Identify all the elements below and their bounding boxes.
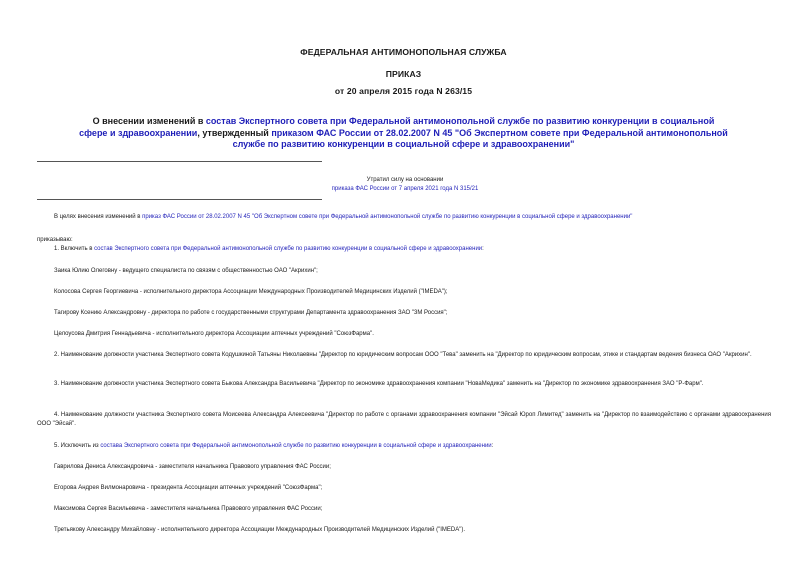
item-1-text: 1. Включить в — [54, 246, 95, 252]
title-link-order-45[interactable]: приказом ФАС России от 28.02.2007 N 45 "Об Экспертном совете при Федеральной антимонопольной службе по развитию конкуренции в социальной сфере и здравоохранении" — [232, 127, 728, 149]
item-1-person: Колосова Сергея Георгиевича - исполнительного директора Ассоциации Международных Производителей Медицинских Изделий ("IMEDA"); — [54, 289, 448, 295]
item-1-person: Тагирову Ксению Александровну - директора по работе с государственными структурами Департамента здравоохранения ЗАО "3М Россия"; — [54, 310, 448, 316]
status-link-order-315[interactable]: приказа ФАС России от 7 апреля 2021 года N 315/21 — [331, 186, 479, 192]
item-5-person: Максимова Сергея Васильевича - заместителя начальника Правового управления ФАС России; — [54, 506, 323, 512]
item-3: 3. Наименование должности участника Экспертного совета Быкова Александра Васильевича "Директор по экономике здравоохранения компании "НоваМедика" заменить на "Директор по экономике здравоохранения ЗАО "Р-Фарм". — [54, 381, 704, 387]
doc-type-heading: ПРИКАЗ — [385, 69, 422, 79]
item-1 — [54, 245, 484, 254]
agency-heading: ФЕДЕРАЛЬНАЯ АНТИМОНОПОЛЬНАЯ СЛУЖБА — [300, 47, 507, 57]
item-2: 2. Наименование должности участника Экспертного совета Кодушкиной Татьяны Николаевны "Директор по юридическим вопросам ООО "Тева" заменить на "Директор по юридическим вопросам, этике и стандартам ведения бизнеса ОАО "Акрихин". — [54, 352, 752, 358]
preamble-text: В целях внесения изменений в — [54, 214, 143, 220]
item-1-tail: : — [482, 246, 484, 252]
item-1-person: Целоусова Дмитрия Геннадьевича - исполнительного директора Ассоциации аптечных учреждений "СоюзФарма". — [54, 331, 374, 337]
order-word: приказываю: — [37, 237, 73, 243]
item-5-person: Егорова Андрея Вилмонаровича - президента Ассоциации аптечных учреждений "СоюзФарма"; — [54, 485, 323, 491]
item-5-link-council[interactable]: состава Экспертного совета при Федеральной антимонопольной службе по развитию конкуренции в социальной сфере и здравоохранении — [100, 443, 492, 449]
item-5-person: Третьякову Александру Михайловну - исполнительного директора Ассоциации Международных Производителей Медицинских Изделий ("IMEDA"). — [54, 527, 466, 533]
divider-top — [37, 161, 322, 162]
item-5-tail: : — [491, 443, 494, 449]
title-text-1: О внесении изменений в — [92, 116, 206, 126]
preamble — [54, 213, 632, 222]
item-5-text: 5. Исключить из — [54, 443, 101, 449]
preamble-link-order-45[interactable]: приказ ФАС России от 28.02.2007 N 45 "Об Экспертном совете при Федеральной антимонопольной службе по развитию конкуренции в социальной сфере и здравоохранении" — [142, 214, 633, 220]
status-text: Утратил силу на основании — [366, 177, 444, 183]
status-note — [300, 176, 510, 194]
item-1-link-council[interactable]: состав Экспертного совета при Федеральной антимонопольной службе по развитию конкуренции в социальной сфере и здравоохранении — [94, 246, 483, 252]
document-title — [78, 116, 729, 151]
date-number-heading: от 20 апреля 2015 года N 263/15 — [334, 86, 473, 96]
divider-bottom — [37, 199, 322, 200]
item-5 — [54, 442, 493, 451]
item-1-person: Заика Юлию Олеговну - ведущего специалиста по связям с общественностью ОАО "Акрихин"; — [54, 268, 318, 274]
title-link-council[interactable]: состав Экспертного совета при Федеральной антимонопольной службе по развитию конкуренции в социальной сфере и здравоохранении — [79, 116, 715, 138]
title-text-2: , утвержденный — [197, 127, 272, 138]
item-4: 4. Наименование должности участника Экспертного совета Моисеева Александра Алексеевича "Директор по работе с органами здравоохранения компании "Эйсай Юроп Лимитед" заменить на "Директор по взаимодействию с органами здравоохранения ООО "Эйсай". — [37, 412, 771, 427]
item-5-person: Гаврилова Дениса Александровича - заместителя начальника Правового управления ФАС России; — [54, 464, 331, 470]
